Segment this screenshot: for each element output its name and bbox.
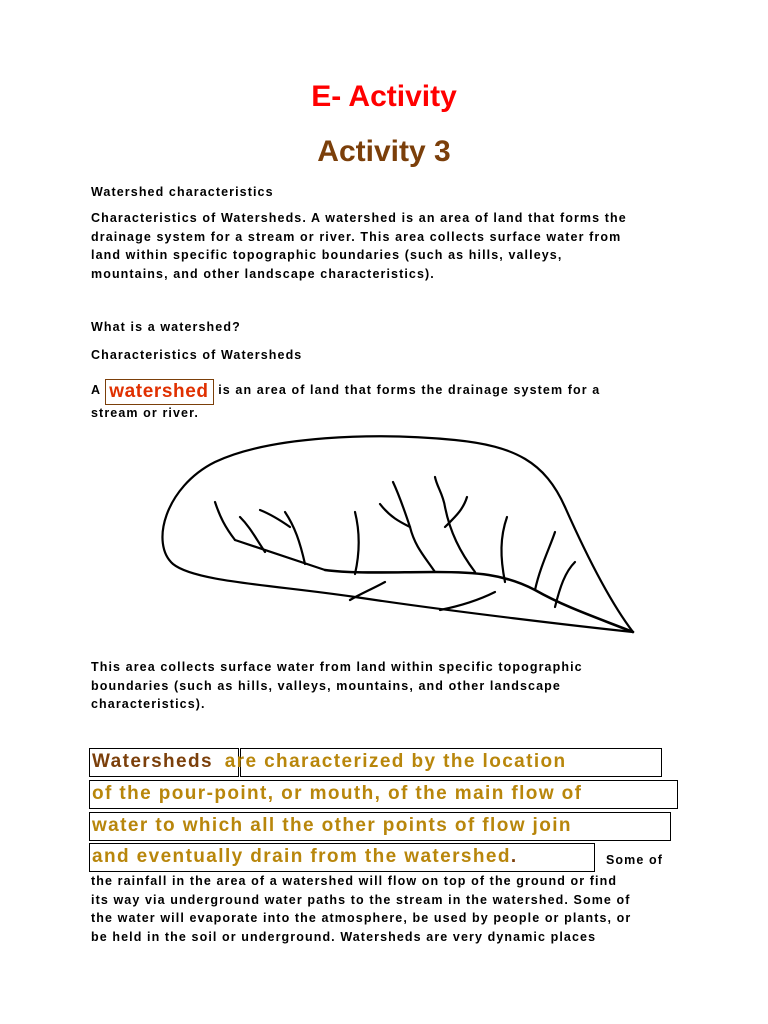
definition-rest: is an area of land that forms the drainage system for a (218, 383, 601, 397)
main-stream (325, 570, 633, 632)
paragraph-line: drainage system for a stream or river. This area collects surface water from (91, 229, 622, 244)
section4-paragraph (91, 872, 691, 946)
emphasis-period: . (510, 846, 518, 867)
paragraph-line: the water will evaporate into the atmosphere, be used by people or plants, or (91, 911, 632, 925)
emphasis-line-2: of the pour-point, or mouth, of the main flow of (92, 783, 583, 804)
section3-paragraph (91, 658, 691, 714)
lead-a: A (91, 383, 101, 397)
question-heading: What is a watershed? (91, 320, 241, 334)
emphasis-line-4-text: and eventually drain from the watershed (92, 846, 511, 867)
emphasis-rest: are characterized by the location (224, 751, 567, 772)
watershed-highlight: watershed (105, 379, 213, 405)
paragraph-line: This area collects surface water from land within specific topographic (91, 660, 583, 674)
emphasis-line-4 (92, 845, 518, 869)
paragraph-line: characteristics). (91, 697, 206, 711)
paragraph-line: its way via underground water paths to the stream in the watershed. Some of (91, 892, 631, 907)
paragraph-line: be held in the soil or underground. Watersheds are very dynamic places (91, 929, 597, 944)
page-title: E- Activity (311, 80, 457, 113)
paragraph-line: Characteristics of Watersheds. A watershed is an area of land that forms the (91, 211, 627, 225)
paragraph-line: boundaries (such as hills, valleys, mountains, and other landscape (91, 678, 561, 693)
definition-line-2: stream or river. (91, 406, 199, 420)
emphasis-line-1 (92, 750, 567, 774)
definition-line-1 (91, 379, 691, 405)
watersheds-word: Watersheds (92, 751, 213, 772)
paragraph-line: land within specific topographic boundaries (such as hills, valleys, (91, 248, 563, 262)
watershed-leaf-icon (155, 432, 640, 642)
section1-paragraph (91, 209, 691, 283)
section-heading: Watershed characteristics (91, 185, 274, 199)
paragraph-line: the rainfall in the area of a watershed will flow on top of the ground or find (91, 874, 618, 888)
paragraph-line: mountains, and other landscape characteristics). (91, 266, 435, 281)
page-subtitle: Activity 3 (317, 135, 451, 168)
characteristics-heading: Characteristics of Watersheds (91, 348, 303, 362)
emphasis-line-3: water to which all the other points of flow join (92, 815, 572, 836)
tail-text: Some of (606, 853, 664, 867)
